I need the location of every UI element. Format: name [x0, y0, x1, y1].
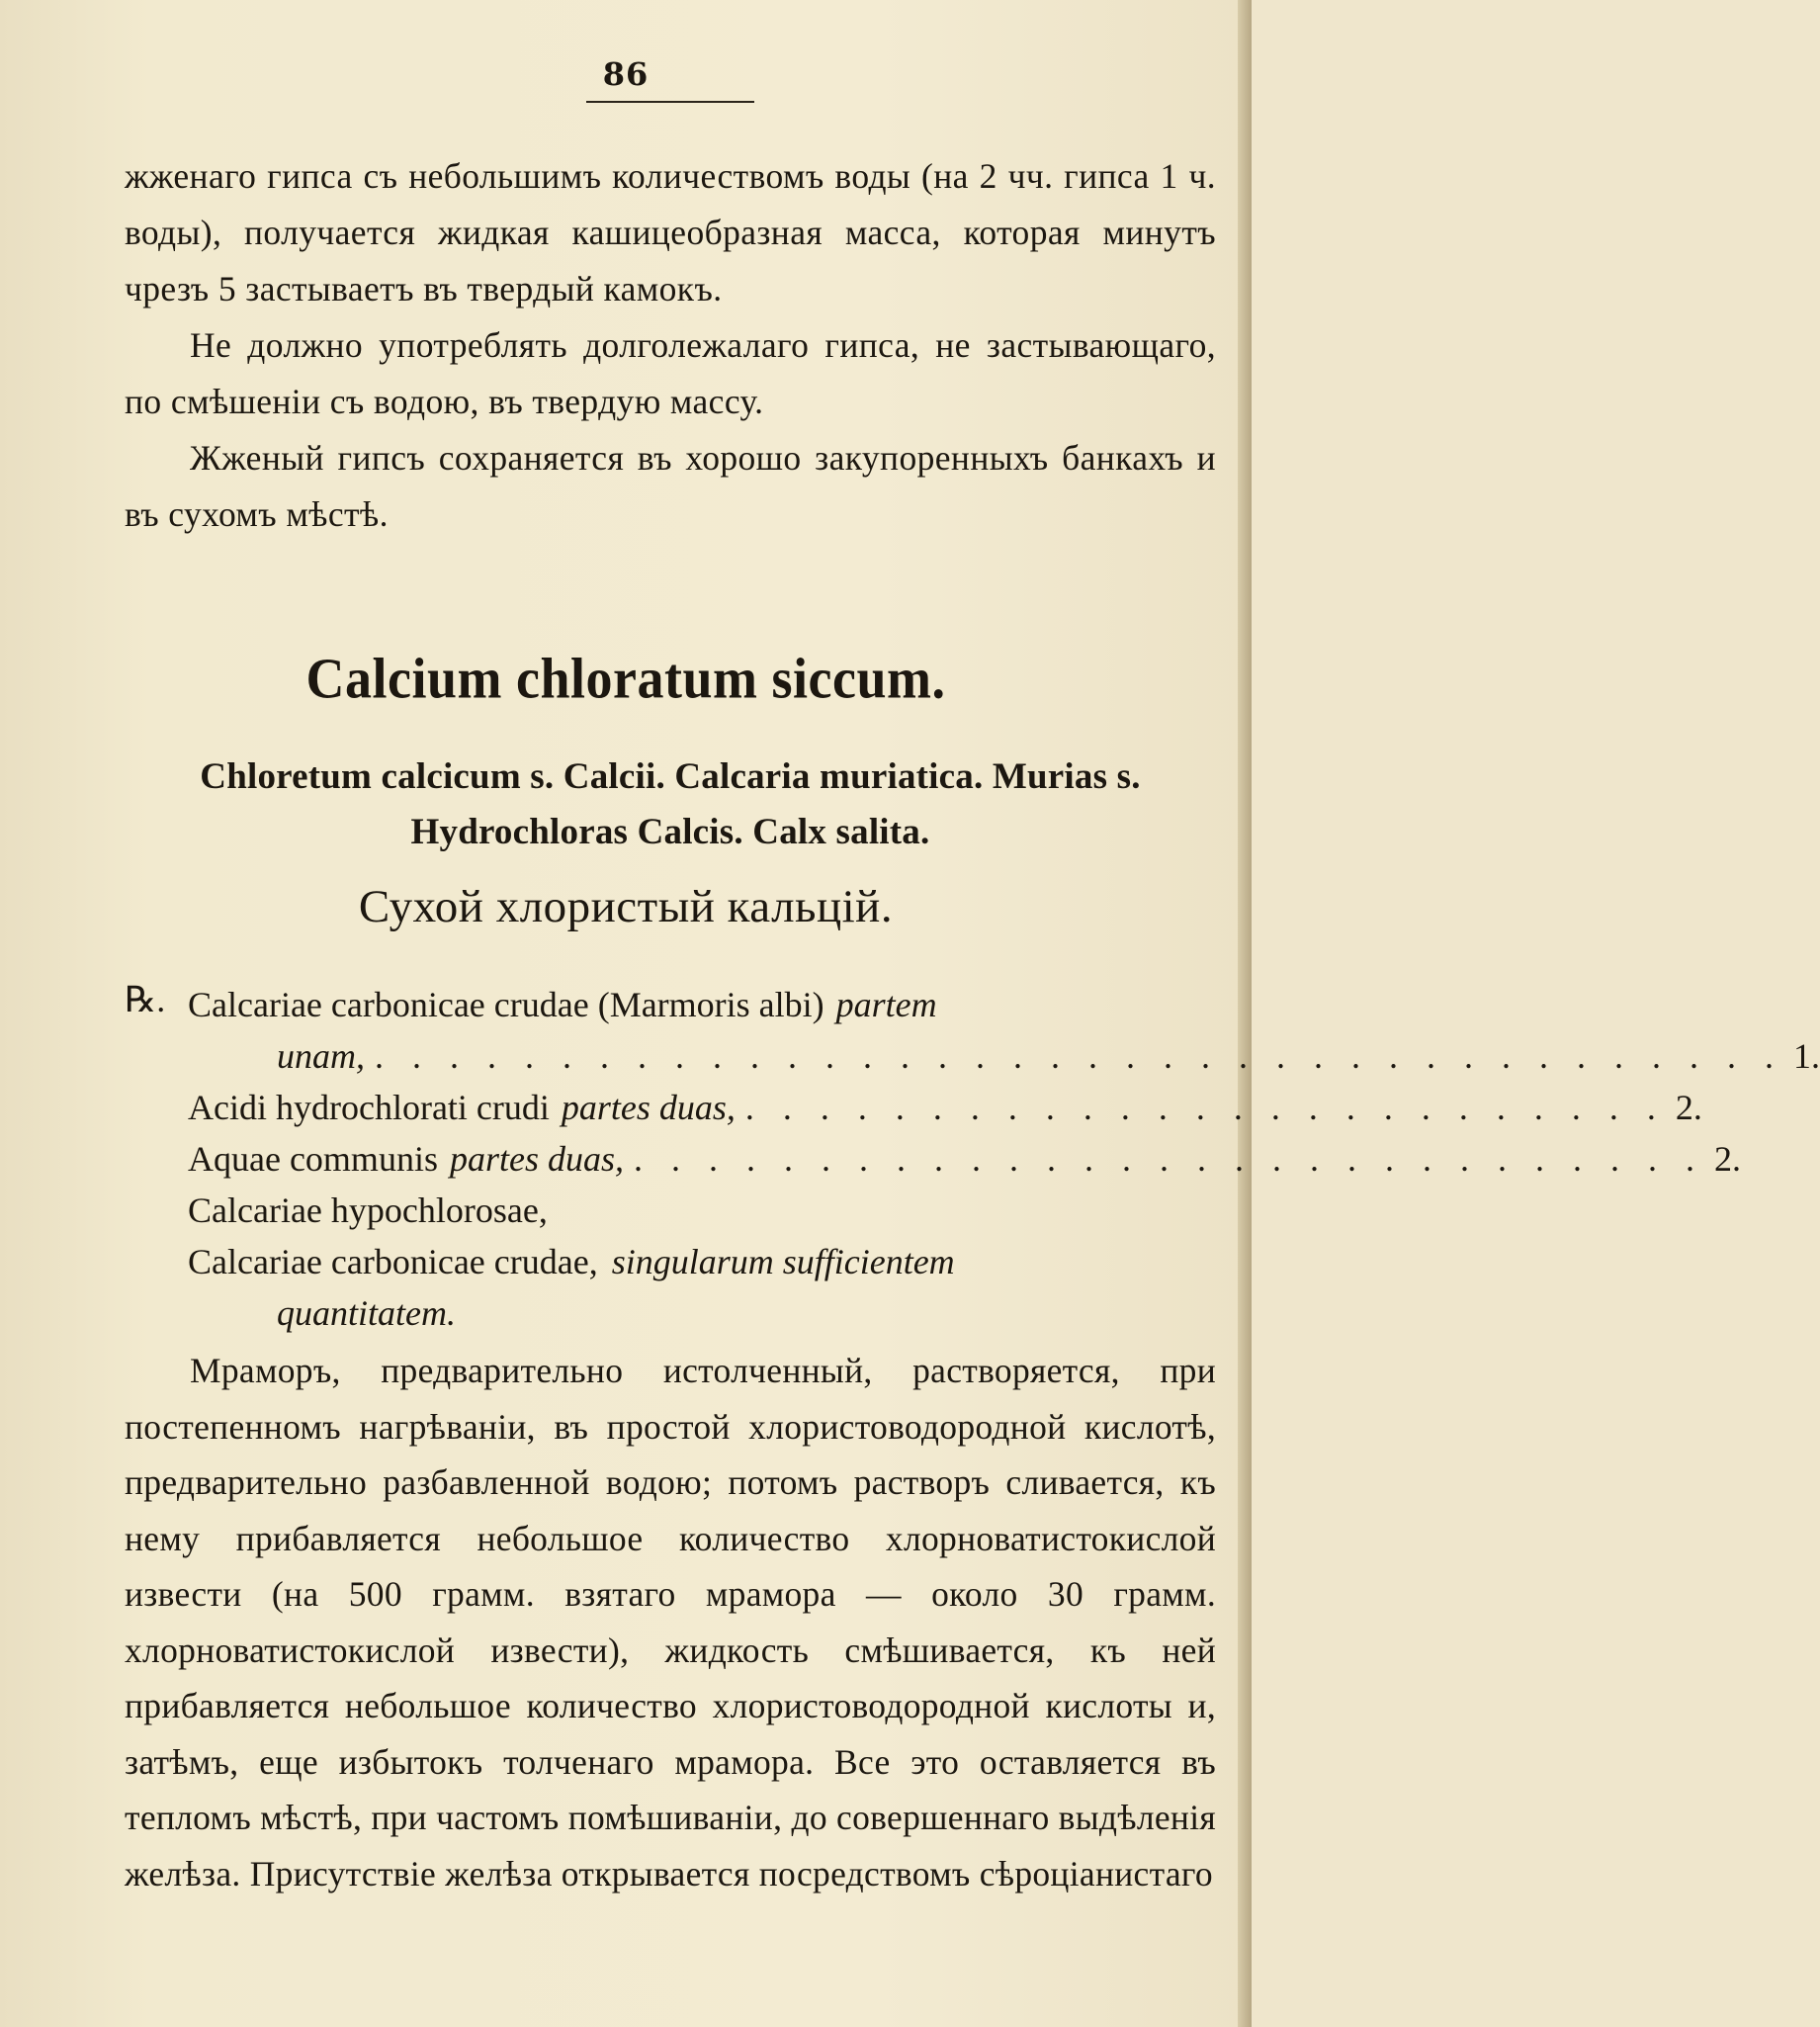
- recipe-line-2-qty: 1.: [1793, 1036, 1820, 1076]
- recipe-line-4-text: Aquae communis: [188, 1139, 438, 1179]
- page-binding-shadow: [1238, 0, 1252, 2027]
- recipe-line-1-text: Calcariae carbonicae crudae (Marmoris albi): [188, 985, 824, 1024]
- recipe-line-2: [188, 1030, 1820, 1082]
- leader-dots: . . . . . . . . . . . . . . . . . . . . . . . . . . . . . . . . . . . . . .: [375, 1036, 1783, 1076]
- top-text-block: [125, 148, 1216, 543]
- bottom-text-block: [125, 1343, 1216, 1901]
- leader-dots: . . . . . . . . . . . . . . . . . . . . . . . . . . . . .: [633, 1139, 1704, 1179]
- section-heading-russian: Сухой хлористый кальцій.: [358, 881, 894, 932]
- paragraph-4: Мраморъ, предварительно истолченный, растворяется, при постепенномъ нагрѣваніи, въ простой хлористоводородной кислотѣ, предварительно разбавленной водою; потомъ растворъ сливается, къ нему прибавляется небольшое количество хлорноватистокислой извести (на 500 грамм. взятаго мрамора — около 30 грамм. хлорноватистокислой извести), жидкость смѣшивается, къ ней прибавляется небольшое количество хлористоводородной кислоты и, затѣмъ, еще избытокъ толченаго мрамора. Все это оставляется въ тепломъ мѣстѣ, при частомъ помѣшиваніи, до совершеннаго выдѣленія желѣза. Присутствіе желѣза открывается посредствомъ сѣроціанистаго: [125, 1351, 1216, 1894]
- paragraph-2: Не должно употреблять долголежалаго гипса, не застывающаго, по смѣшеніи съ водою, въ твердую массу.: [125, 325, 1216, 421]
- recipe-line-4-qty: 2.: [1713, 1139, 1741, 1179]
- recipe-line-3-italic: partes duas,: [561, 1088, 736, 1127]
- paragraph-1: жженаго гипса съ небольшимъ количествомъ воды (на 2 чч. гипса 1 ч. воды), получается жидкая кашицеобразная масса, которая минутъ чрезъ 5 застываетъ въ твердый камокъ.: [125, 156, 1216, 308]
- recipe-line-7-italic: quantitatem.: [277, 1293, 456, 1333]
- header-rule: [586, 101, 754, 103]
- recipe-line-1-italic: partem: [835, 985, 937, 1024]
- recipe-line-6: [188, 1236, 1216, 1287]
- leader-dots: . . . . . . . . . . . . . . . . . . . . . . . . .: [744, 1088, 1666, 1127]
- synonyms: Chloretum calcicum s. Calcii. Calcaria muriatica. Murias s. Hydrochloras Calcis. Calx salita.: [200, 756, 1141, 852]
- recipe-line-4-italic: partes duas,: [449, 1139, 624, 1179]
- recipe-line-3-qty: 2.: [1675, 1088, 1702, 1127]
- recipe-line-5: [188, 1185, 1216, 1236]
- recipe-line-3-text: Acidi hydrochlorati crudi: [188, 1088, 550, 1127]
- recipe-line-6-text: Calcariae carbonicae crudae,: [188, 1242, 598, 1281]
- recipe-line-1: [188, 979, 1216, 1030]
- recipe-line-2-italic: unam,: [277, 1036, 365, 1076]
- recipe-line-7: [188, 1287, 1216, 1339]
- recipe-line-4: [188, 1133, 1741, 1185]
- section-heading: Calcium chloratum siccum.: [305, 646, 946, 711]
- recipe-symbol: ℞.: [125, 980, 166, 1019]
- recipe-line-6-italic: singularum sufficientem: [611, 1242, 955, 1281]
- paragraph-3: Жженый гипсъ сохраняется въ хорошо закупоренныхъ банкахъ и въ сухомъ мѣстѣ.: [125, 438, 1216, 534]
- recipe-line-3: [188, 1082, 1702, 1133]
- recipe-line-5-text: Calcariae hypochlorosae,: [188, 1190, 548, 1230]
- page-number: 86: [602, 55, 650, 93]
